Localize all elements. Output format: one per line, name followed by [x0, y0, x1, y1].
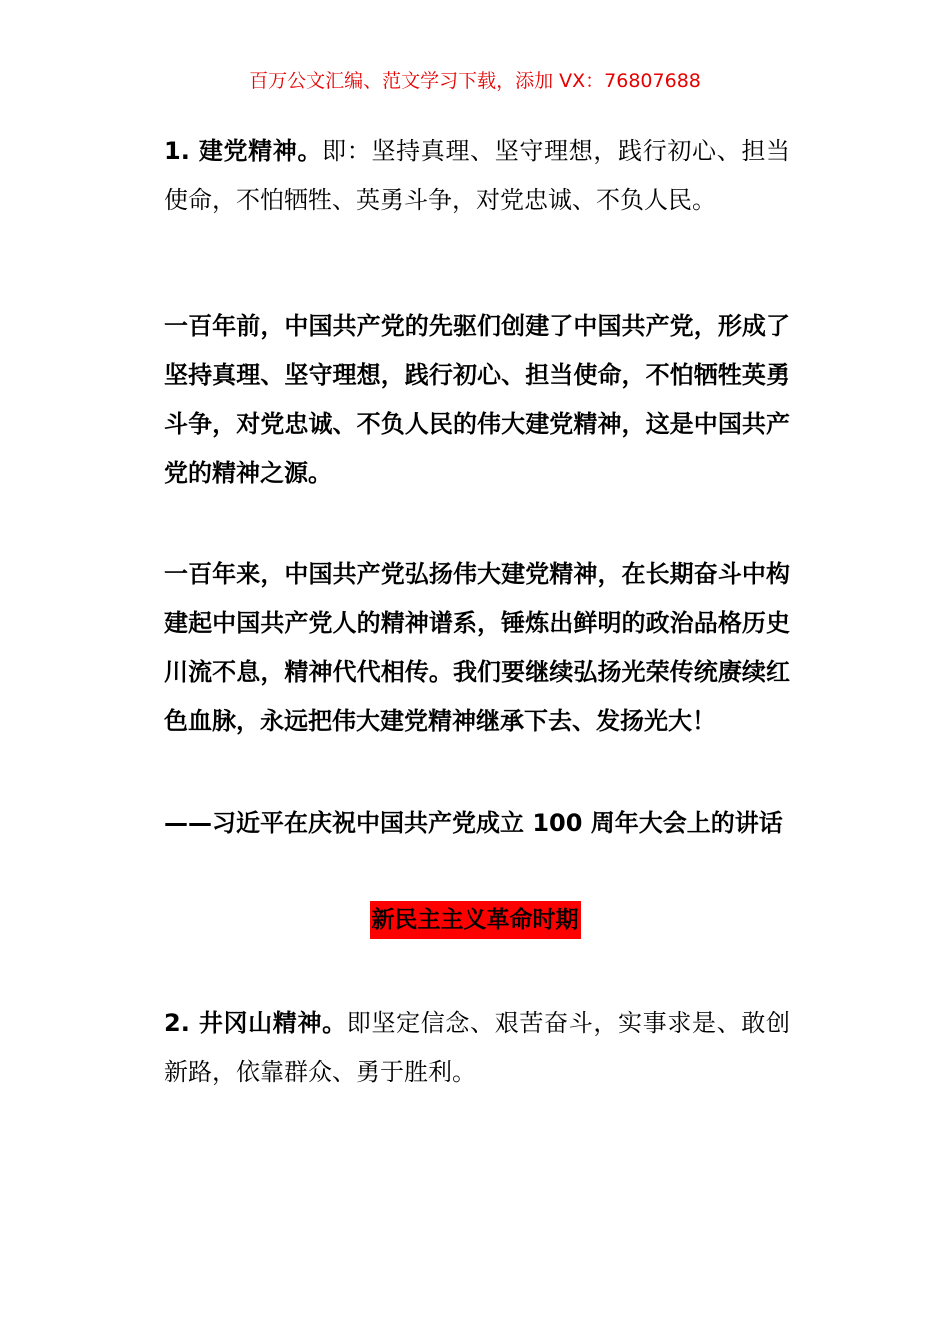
section-1-body: 即：坚持真理、坚守理想，践行初心、担当使命，不怕牺牲、英勇斗争，对党忠诚、不负人民。: [164, 137, 791, 214]
attribution: ——习近平在庆祝中国共产党成立 100 周年大会上的讲话: [164, 809, 783, 837]
section-2-body: 即坚定信念、艰苦奋斗，实事求是、敢创新路，依靠群众、勇于胜利。: [164, 1009, 791, 1086]
paragraph-founding: 一百年前，中国共产党的先驱们创建了中国共产党，形成了坚持真理、坚守理想，践行初心、担当使命，不怕牺牲英勇斗争，对党忠诚、不负人民的伟大建党精神，这是中国共产党的精神之源。: [164, 312, 790, 487]
watermark-header: 百万公文汇编、范文学习下载，添加 VX：76807688: [249, 70, 701, 92]
section-2-title: 2. 井冈山精神。: [164, 1009, 347, 1037]
paragraph-century: 一百年来，中国共产党弘扬伟大建党精神，在长期奋斗中构建起中国共产党人的精神谱系，锤炼出鲜明的政治品格历史川流不息，精神代代相传。我们要继续弘扬光荣传统赓续红色血脉，永远把伟大建党精神继承下去、发扬光大！: [164, 560, 790, 735]
period-heading: 新民主主义革命时期: [370, 901, 581, 939]
section-1: [164, 127, 790, 225]
section-1-title: 1. 建党精神。: [164, 137, 323, 165]
period-heading-wrap: [0, 901, 950, 939]
section-2: [164, 999, 790, 1097]
